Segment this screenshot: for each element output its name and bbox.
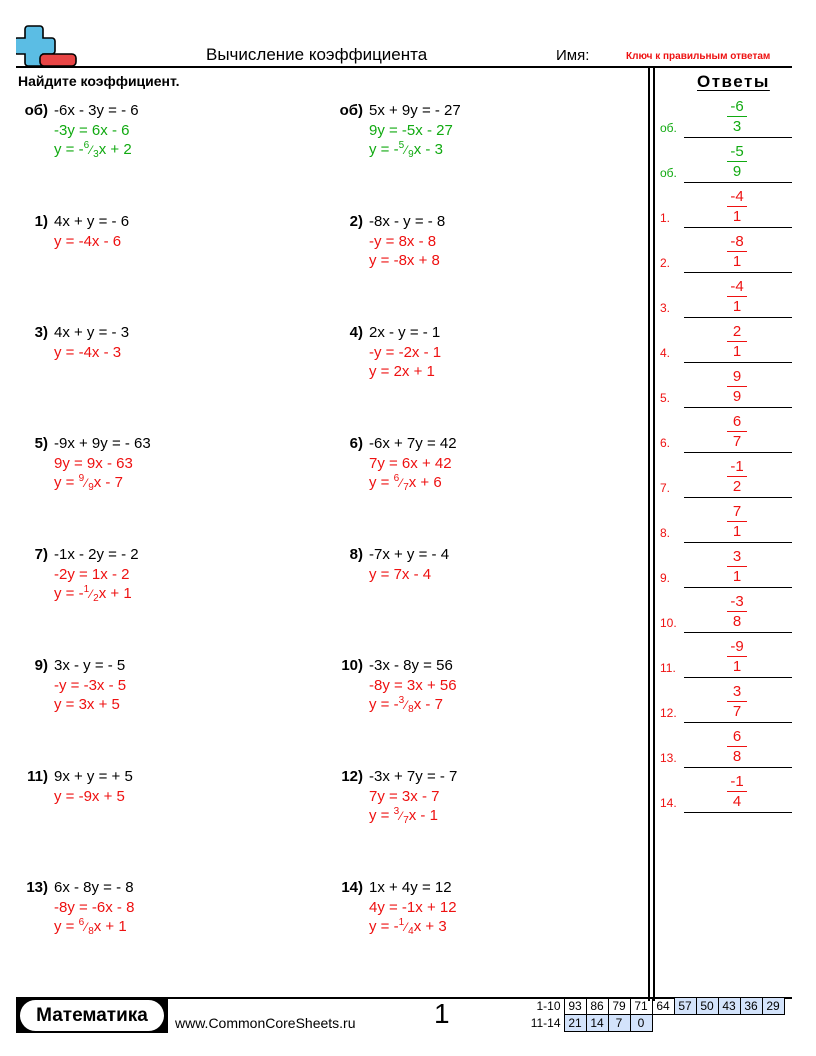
slope-intercept-form: $y = ^6⁄_7x + 6$ [369,473,442,493]
header-divider [16,66,792,68]
plus-minus-logo-icon [16,24,80,68]
solution-step: 7y = 6x + 42 [369,454,452,472]
equation: -6x + 7y = 42 [369,435,457,452]
score-table [528,997,785,1032]
solution-step: -y = -2x - 1 [369,343,442,361]
solution-step: -y = 8x - 8 [369,232,437,250]
equation: 4x + y = - 3 [54,324,130,341]
answer-row: 13. 6 8 [660,723,792,768]
solution-step: y = -8x + 8 [369,252,440,269]
equation: -7x + y = - 4 [369,546,450,563]
equation: -3x - 8y = 56 [369,657,453,674]
equation: 2x - y = - 1 [369,324,441,341]
solution-step: -8y = 3x + 56 [369,676,457,694]
equation: -6x - 3y = - 6 [54,102,139,119]
brand-label: Математика [20,1000,164,1031]
solution-step: 4y = -1x + 12 [369,898,457,916]
solution-step: y = 3x + 5 [54,696,120,713]
solution-step: y = 2x + 1 [369,363,435,380]
solution-step: -8y = -6x - 8 [54,898,135,916]
page-number: 1 [434,998,450,1029]
solution-step: 7y = 3x - 7 [369,787,440,805]
name-label: Имя: [556,47,590,64]
equation: -9x + 9y = - 63 [54,435,151,452]
solution-step: y = 7x - 4 [369,565,432,583]
solution-step: y = -9x + 5 [54,787,125,805]
solution-step: -2y = 1x - 2 [54,565,130,583]
instructions: Найдите коэффициент. [18,73,180,89]
answer-row: 10. -3 8 [660,588,792,633]
answer-row: 1. -4 1 [660,183,792,228]
column-divider [653,67,655,1001]
answer-row: 4. 2 1 [660,318,792,363]
solution-step: 9y = -5x - 27 [369,121,453,139]
score-row: 11-14 21 14 7 0 [528,1015,784,1032]
slope-intercept-form: $y = -^1⁄_4x + 3$ [369,917,447,937]
equation: -8x - y = - 8 [369,213,446,230]
answer-row: 3. -4 1 [660,273,792,318]
solution-step: -y = -3x - 5 [54,676,127,694]
equation: 1x + 4y = 12 [369,879,452,896]
slope-intercept-form: $y = ^6⁄_8x + 1$ [54,917,127,937]
answers-title: Ответы [697,72,770,91]
slope-intercept-form: $y = ^3⁄_7x - 1$ [369,806,438,826]
slope-intercept-form: $y = ^9⁄_9x - 7$ [54,473,123,493]
answer-row: 2. -8 1 [660,228,792,273]
answer-row: об. -6 3 [660,93,792,138]
answer-row: 12. 3 7 [660,678,792,723]
solution-step: -3y = 6x - 6 [54,121,130,139]
slope-intercept-form: $y = -^6⁄_3x + 2$ [54,140,132,160]
answer-row: 11. -9 1 [660,633,792,678]
equation: -3x + 7y = - 7 [369,768,458,785]
solution-step: y = -4x - 6 [54,232,122,250]
equation: 9x + y = + 5 [54,768,133,785]
equation: -1x - 2y = - 2 [54,546,139,563]
answer-row: 8. 7 1 [660,498,792,543]
answer-row: 7. -1 2 [660,453,792,498]
slope-intercept-form: $y = -^3⁄_8x - 7$ [369,695,443,715]
column-divider [648,67,650,1001]
answer-key-label: Ключ к правильным ответам [626,51,771,62]
answer-row: 9. 3 1 [660,543,792,588]
worksheet-title: Вычисление коэффициента [206,45,428,64]
equation: 3x - y = - 5 [54,657,126,674]
slope-intercept-form: $y = -^1⁄_2x + 1$ [54,584,132,604]
answer-row: 6. 6 7 [660,408,792,453]
site-link[interactable]: www.CommonCoreSheets.ru [175,1015,356,1031]
equation: 5x + 9y = - 27 [369,102,461,119]
score-row: 1-10 93 86 79 71 64 57 50 43 36 29 [528,998,784,1015]
equation: 4x + y = - 6 [54,213,130,230]
slope-intercept-form: $y = -^5⁄_9x - 3$ [369,140,443,160]
answer-row: 5. 9 9 [660,363,792,408]
solution-step: y = -4x - 3 [54,343,122,361]
answer-row: об. -5 9 [660,138,792,183]
answer-row: 14. -1 4 [660,768,792,813]
equation: 6x - 8y = - 8 [54,879,134,896]
solution-step: 9y = 9x - 63 [54,454,133,472]
